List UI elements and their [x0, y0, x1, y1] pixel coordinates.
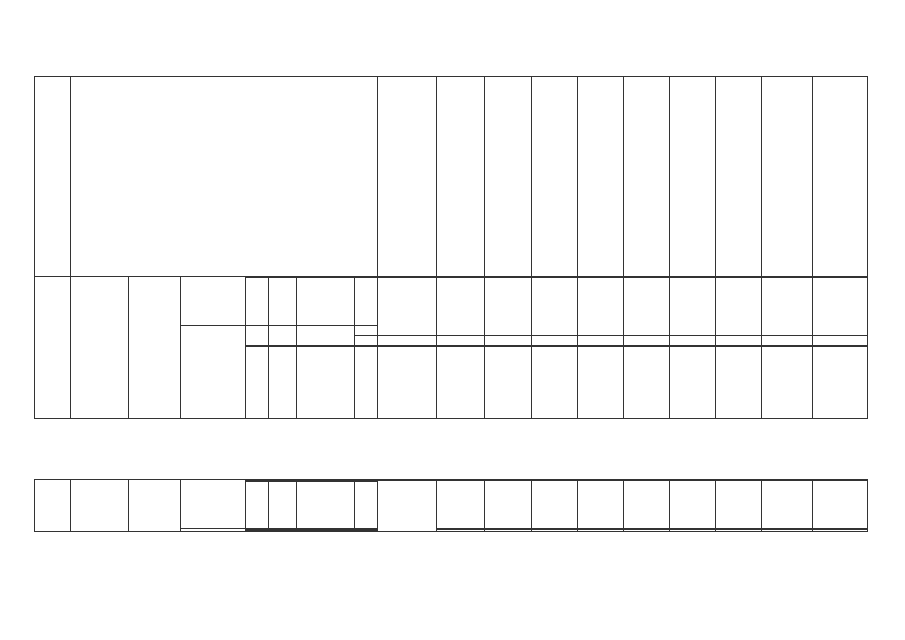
value-cell — [531, 76, 577, 276]
value-cell — [437, 530, 485, 532]
value-cell — [812, 346, 867, 418]
target-article-cell — [297, 277, 355, 325]
value-cell — [812, 277, 867, 335]
expense-group-cell — [355, 325, 378, 335]
budget-table-bottom — [34, 479, 868, 532]
indicator-source-cell — [378, 76, 437, 276]
grbs-cell — [246, 481, 268, 482]
value-cell — [577, 76, 623, 276]
event-number-cell — [35, 480, 71, 532]
value-cell — [669, 481, 715, 529]
value-cell — [761, 346, 812, 418]
value-cell — [531, 530, 577, 532]
target-article-cell — [297, 530, 354, 531]
event-number-cell — [35, 276, 71, 418]
target-article-cell — [297, 481, 354, 482]
grbs-cell — [246, 346, 269, 418]
expense-group-cell — [355, 346, 378, 418]
value-cell — [669, 76, 715, 276]
value-cell — [437, 277, 485, 335]
value-cell — [715, 277, 761, 335]
expense-group-cell — [355, 481, 377, 491]
value-cell — [577, 277, 623, 335]
value-cell — [761, 76, 812, 276]
responsible-cell — [181, 480, 246, 529]
target-article-cell — [297, 325, 355, 345]
value-cell — [812, 76, 867, 276]
value-cell — [715, 76, 761, 276]
value-cell — [531, 346, 577, 418]
value-cell — [437, 346, 485, 418]
section-cell — [269, 325, 297, 345]
source-cell — [378, 277, 437, 335]
section-cell — [269, 530, 296, 531]
value-cell — [485, 346, 531, 418]
event-goal-cell — [129, 276, 181, 418]
value-cell — [485, 76, 531, 276]
value-cell — [812, 481, 867, 529]
value-cell — [577, 481, 623, 529]
value-cell — [623, 346, 669, 418]
event-goal-cell — [129, 480, 181, 532]
source-cell — [378, 481, 437, 532]
value-cell — [669, 530, 715, 532]
responsible-cell — [181, 276, 246, 325]
section-cell — [269, 346, 297, 418]
budget-table-top — [34, 76, 868, 419]
event-name-cell — [71, 276, 129, 418]
value-cell — [437, 481, 485, 529]
co-executor-cell — [181, 325, 246, 418]
value-cell — [623, 76, 669, 276]
value-cell — [531, 277, 577, 335]
value-cell — [761, 481, 812, 529]
indicator-type-cell — [35, 76, 71, 276]
value-cell — [761, 277, 812, 335]
value-cell — [715, 481, 761, 529]
grbs-cell — [246, 277, 269, 325]
value-cell — [669, 346, 715, 418]
target-article-cell — [297, 346, 355, 418]
responsible-cell — [181, 529, 246, 532]
value-cell — [715, 346, 761, 418]
expense-group-cell — [355, 335, 378, 345]
event-name-cell — [71, 480, 129, 532]
section-cell — [269, 277, 297, 325]
value-cell — [623, 277, 669, 335]
indicator-row — [35, 76, 868, 276]
grbs-cell — [246, 530, 268, 531]
value-cell — [812, 530, 867, 532]
value-cell — [577, 346, 623, 418]
value-cell — [437, 76, 485, 276]
value-cell — [485, 481, 531, 529]
source-cell — [378, 346, 437, 418]
value-cell — [623, 481, 669, 529]
value-cell — [623, 530, 669, 532]
indicator-name-cell — [71, 76, 378, 276]
value-cell — [485, 277, 531, 335]
value-cell — [715, 530, 761, 532]
section-cell — [269, 481, 296, 482]
expense-group-cell — [355, 277, 378, 325]
value-cell — [669, 277, 715, 335]
value-cell — [531, 481, 577, 529]
expense-group-cell — [355, 530, 377, 531]
value-cell — [485, 530, 531, 532]
value-cell — [577, 530, 623, 532]
grbs-cell — [246, 325, 269, 345]
source-cell — [378, 335, 437, 345]
value-cell — [761, 530, 812, 532]
